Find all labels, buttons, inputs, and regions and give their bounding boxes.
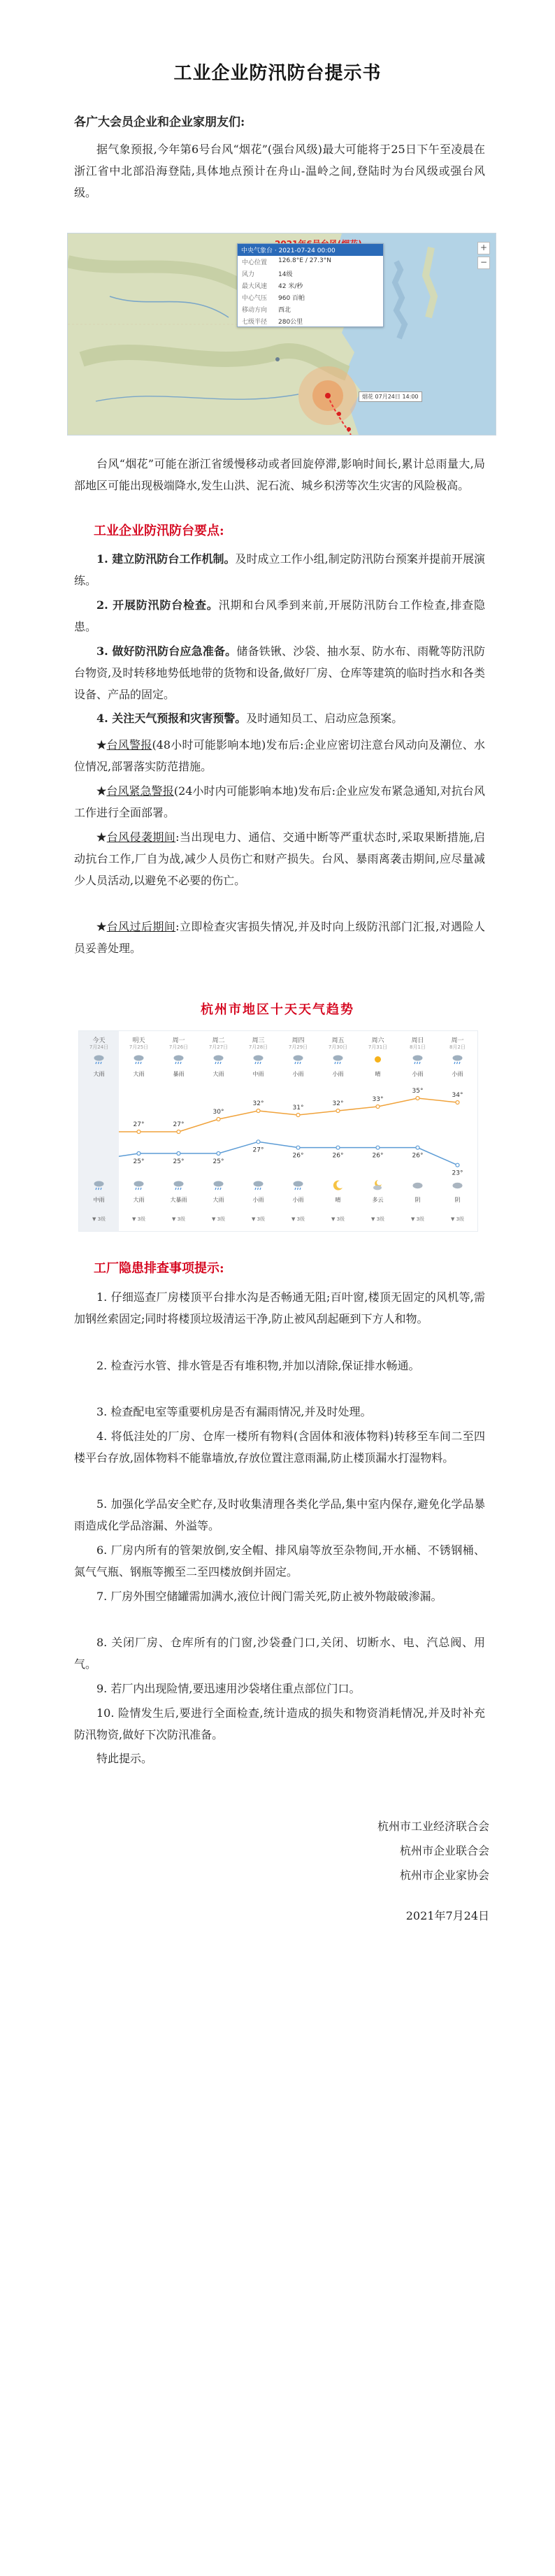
weather-day-column (278, 1031, 318, 1231)
rain-icon (212, 1179, 224, 1191)
hazard-item: 9. 若厂内出现险情,要迅速用沙袋堵住重点部位门口。 (96, 1682, 361, 1695)
rain-icon (93, 1053, 105, 1065)
cloud-icon (452, 1179, 463, 1191)
weather-section-title: 杭州市地区十天天气趋势 (201, 1002, 354, 1017)
weather-night-desc: 阴 (415, 1197, 421, 1203)
weather-date-label: 8月1日 (410, 1044, 426, 1050)
weather-wind-label: ▼ 3级 (131, 1216, 146, 1222)
weather-day-label: 今天 (92, 1037, 106, 1044)
weather-day-column (358, 1031, 398, 1231)
weather-day-desc: 小雨 (292, 1071, 304, 1077)
weather-day-column (79, 1031, 119, 1231)
hazard-item: 5. 加强化学品安全贮存,及时收集清理各类化学品,集中室内保存,避免化学品暴雨造成化学品溶漏、外溢等。 (74, 1497, 485, 1532)
salutation: 各广大会员企业和企业家朋友们: (74, 115, 245, 129)
popup-row: 风力 14级 (242, 271, 293, 278)
rain-icon (332, 1053, 344, 1065)
weather-day-label: 明天 (132, 1037, 145, 1044)
rain-icon (93, 1179, 105, 1191)
low-temp-label: 26° (292, 1152, 304, 1160)
weather-day-label: 周六 (371, 1037, 384, 1044)
weather-day-label: 周一 (172, 1037, 185, 1044)
weather-day-label: 周四 (291, 1037, 305, 1044)
rain-icon (173, 1053, 185, 1065)
star-icon: ★ (96, 784, 107, 798)
low-temp-label: 25° (133, 1158, 145, 1165)
weather-day-column (438, 1031, 477, 1231)
rain-icon (412, 1053, 424, 1065)
weather-day-column (159, 1031, 199, 1231)
weather-wind-label: ▼ 3级 (211, 1216, 226, 1222)
weather-wind-label: ▼ 3级 (171, 1216, 186, 1222)
popup-row: 移动方向 西北 (242, 307, 291, 314)
popup-header: 中央气象台 · 2021-07-24 00:00 (238, 244, 383, 256)
weather-wind-label: ▼ 3级 (291, 1216, 305, 1222)
weather-wind-label: ▼ 3级 (410, 1216, 425, 1222)
alert-text: (48小时可能影响本地)发布后:企业应密切注意台风动向及潮位、水位情况,部署落实防范措施。 (74, 738, 485, 773)
weather-date-label: 7月25日 (129, 1044, 149, 1050)
weather-day-column (199, 1031, 238, 1231)
zoom-in-button[interactable]: + (477, 242, 490, 254)
weather-day-desc: 暴雨 (173, 1071, 185, 1077)
key-point: 2. 开展防汛防台检查。汛期和台风季到来前,开展防汛防台工作检查,排查隐患。 (74, 598, 485, 633)
low-temp-label: 23° (452, 1170, 463, 1177)
weather-wind-label: ▼ 3级 (251, 1216, 266, 1222)
typhoon-position-callout: 烟花 07月24日 14:00 (359, 391, 422, 402)
weather-day-label: 周二 (212, 1037, 225, 1044)
signatory: 杭州市企业家协会 (399, 1869, 489, 1882)
key-point: 4. 关注天气预报和灾害预警。及时通知员工、启动应急预案。 (96, 712, 403, 725)
high-temp-label: 32° (252, 1100, 264, 1107)
moon-icon (332, 1179, 344, 1191)
weather-day-desc: 小雨 (452, 1071, 463, 1077)
weather-wind-label: ▼ 3级 (450, 1216, 465, 1222)
weather-day-label: 周五 (331, 1037, 345, 1044)
popup-row: 七级半径 280公里 (242, 319, 303, 326)
section-heading-key-points: 工业企业防汛防台要点: (94, 524, 224, 538)
signatory: 杭州市工业经济联合会 (377, 1820, 489, 1833)
weather-wind-label: ▼ 3级 (92, 1216, 106, 1222)
low-temp-label: 25° (212, 1158, 224, 1165)
closing-line: 特此提示。 (96, 1752, 153, 1765)
weather-day-desc: 晴 (375, 1071, 381, 1077)
weather-day-desc: 大雨 (212, 1071, 224, 1077)
alert-name: 台风警报 (106, 738, 152, 751)
star-icon: ★ (96, 830, 107, 844)
issue-date: 2021年7月24日 (405, 1909, 489, 1922)
weather-night-desc: 大雨 (133, 1197, 145, 1203)
rain-icon (452, 1053, 463, 1065)
weather-date-label: 7月28日 (248, 1044, 268, 1050)
typhoon-alert-item (74, 734, 485, 777)
weather-night-desc: 多云 (372, 1197, 384, 1203)
typhoon-map[interactable] (67, 233, 496, 436)
weather-date-label: 7月24日 (89, 1044, 109, 1050)
signatory: 杭州市企业联合会 (399, 1844, 489, 1857)
weather-night-desc: 大暴雨 (170, 1197, 187, 1203)
alert-name: 台风侵袭期间 (106, 830, 176, 844)
high-temp-label: 32° (332, 1100, 344, 1107)
cloud-icon (412, 1179, 424, 1191)
risk-paragraph: 台风“烟花”可能在浙江省缓慢移动或者回旋停滞,影响时间长,累计总雨量大,局部地区可能出现极端降水,发生山洪、泥石流、城乡积涝等次生灾害的风险极高。 (74, 457, 485, 492)
hazard-item: 4. 将低洼处的厂房、仓库一楼所有物料(含固体和液体物料)转移至车间二至四楼平台存放,固体物料不能靠墙放,存放位置注意雨漏,防止楼顶漏水打湿物料。 (74, 1430, 485, 1465)
star-icon: ★ (96, 738, 107, 751)
weather-day-desc: 大雨 (93, 1071, 105, 1077)
high-temp-label: 34° (452, 1092, 463, 1099)
high-temp-label: 31° (292, 1104, 304, 1111)
weather-night-desc: 阴 (454, 1197, 461, 1203)
rain-icon (252, 1179, 264, 1191)
weather-day-label: 周一 (451, 1037, 464, 1044)
weather-day-column (398, 1031, 438, 1231)
document-title: 工业企业防汛防台提示书 (173, 63, 382, 84)
hazard-item: 3. 检查配电室等重要机房是否有漏雨情况,并及时处理。 (96, 1405, 372, 1418)
weather-date-label: 7月30日 (328, 1044, 348, 1050)
hazard-item: 2. 检查污水管、排水管是否有堆积物,并加以清除,保证排水畅通。 (96, 1359, 420, 1372)
weather-date-label: 7月29日 (288, 1044, 308, 1050)
popup-row: 中心位置 126.8°E / 27.3°N (242, 257, 331, 266)
low-temp-label: 25° (173, 1158, 185, 1165)
weather-day-label: 周三 (252, 1037, 265, 1044)
rain-icon (173, 1179, 185, 1191)
weather-day-label: 周日 (411, 1037, 424, 1044)
hazard-item: 10. 险情发生后,要进行全面检查,统计造成的损失和物资消耗情况,并及时补充防汛物资,做好下次防汛准备。 (74, 1706, 485, 1741)
alert-text: (24小时内可能影响本地)发布后:企业应发布紧急通知,对抗台风工作进行全面部署。 (74, 784, 485, 819)
high-temp-label: 27° (133, 1121, 145, 1128)
alert-text: :立即检查灾害损失情况,并及时向上级防汛部门汇报,对遇险人员妥善处理。 (74, 920, 485, 955)
weather-day-column (238, 1031, 278, 1231)
weather-night-desc: 小雨 (292, 1197, 304, 1203)
weather-day-column (318, 1031, 358, 1231)
weather-wind-label: ▼ 3级 (331, 1216, 345, 1222)
star-icon: ★ (96, 920, 107, 933)
weather-date-label: 7月26日 (168, 1044, 189, 1050)
typhoon-alert-item (74, 780, 485, 823)
low-temp-label: 26° (332, 1152, 344, 1160)
weather-night-desc: 中雨 (93, 1197, 105, 1203)
popup-row: 中心气压 960 百帕 (242, 295, 305, 302)
sun-icon (372, 1053, 384, 1065)
rain-icon (292, 1053, 304, 1065)
typhoon-alert-item (74, 826, 485, 891)
hazard-item: 6. 厂房内所有的管架放倒,安全帽、排风扇等放至杂物间,开水桶、不锈钢桶、氮气气瓶、钢瓶等搬至二至四楼放倒并固定。 (74, 1544, 485, 1578)
weather-day-column (119, 1031, 159, 1231)
high-temp-label: 35° (412, 1088, 424, 1095)
weather-date-label: 8月2日 (449, 1044, 466, 1050)
zoom-out-button[interactable]: − (477, 257, 490, 269)
weather-day-desc: 中雨 (252, 1071, 264, 1077)
high-temp-label: 33° (372, 1096, 384, 1103)
typhoon-info-popup (237, 243, 384, 327)
weather-wind-label: ▼ 3级 (370, 1216, 385, 1222)
alert-name: 台风过后期间 (106, 920, 176, 933)
rain-icon (133, 1053, 145, 1065)
weather-night-desc: 大雨 (212, 1197, 224, 1203)
weather-date-label: 7月27日 (208, 1044, 229, 1050)
weather-day-desc: 小雨 (332, 1071, 344, 1077)
typhoon-alert-item (74, 916, 485, 959)
high-temp-label: 30° (212, 1109, 224, 1116)
weather-night-desc: 小雨 (252, 1197, 264, 1203)
weather-night-desc: 晴 (335, 1197, 341, 1203)
rain-icon (133, 1179, 145, 1191)
popup-row: 最大风速 42 米/秒 (242, 283, 303, 290)
hazard-item: 8. 关闭厂房、仓库所有的门窗,沙袋叠门口,关闭、切断水、电、汽总阀、用气。 (74, 1636, 485, 1671)
key-point: 3. 做好防汛防台应急准备。储备铁锹、沙袋、抽水泵、防水布、雨靴等防汛防台物资,及时转移地势低地带的货物和设备,做好厂房、仓库等建筑的临时挡水和各类设备、产品的固定。 (74, 645, 485, 701)
alert-text: :当出现电力、通信、交通中断等严重状态时,采取果断措施,启动抗台工作,厂自为战,减少人员伤亡和财产损失。台风、暴雨离袭击期间,应尽量减少人员活动,以避免不必要的伤亡。 (74, 830, 485, 887)
low-temp-label: 26° (372, 1152, 384, 1160)
intro-paragraph: 据气象预报,今年第6号台风“烟花”(强台风级)最大可能将于25日下午至凌晨在浙江省中北部沿海登陆,具体地点预计在舟山-温岭之间,登陆时为台风级或强台风级。 (74, 143, 485, 199)
alert-name: 台风紧急警报 (106, 784, 174, 798)
weather-day-desc: 大雨 (133, 1071, 145, 1077)
section-heading-hazards: 工厂隐患排查事项提示: (94, 1261, 224, 1276)
rain-icon (292, 1179, 304, 1191)
hazard-item: 1. 仔细巡查厂房楼顶平台排水沟是否畅通无阻;百叶窗,楼顶无固定的风机等,需加钢丝索固定;同时将楼顶垃圾清运干净,防止被风刮起砸到下方人和物。 (74, 1290, 485, 1325)
map-zoom-controls (477, 242, 489, 271)
hazard-item: 7. 厂房外围空储罐需加满水,液位计阀门需关死,防止被外物敲破渗漏。 (96, 1590, 442, 1603)
weather-day-desc: 小雨 (412, 1071, 424, 1077)
low-temp-label: 26° (412, 1152, 424, 1160)
weather-date-label: 7月31日 (368, 1044, 388, 1050)
cloud-moon-icon (372, 1179, 384, 1191)
high-temp-label: 27° (173, 1121, 185, 1128)
key-point: 1. 建立防汛防台工作机制。及时成立工作小组,制定防汛防台预案并提前开展演练。 (74, 552, 485, 587)
ten-day-weather-widget (78, 1030, 478, 1232)
rain-icon (252, 1053, 264, 1065)
low-temp-label: 27° (252, 1146, 264, 1154)
rain-icon (212, 1053, 224, 1065)
